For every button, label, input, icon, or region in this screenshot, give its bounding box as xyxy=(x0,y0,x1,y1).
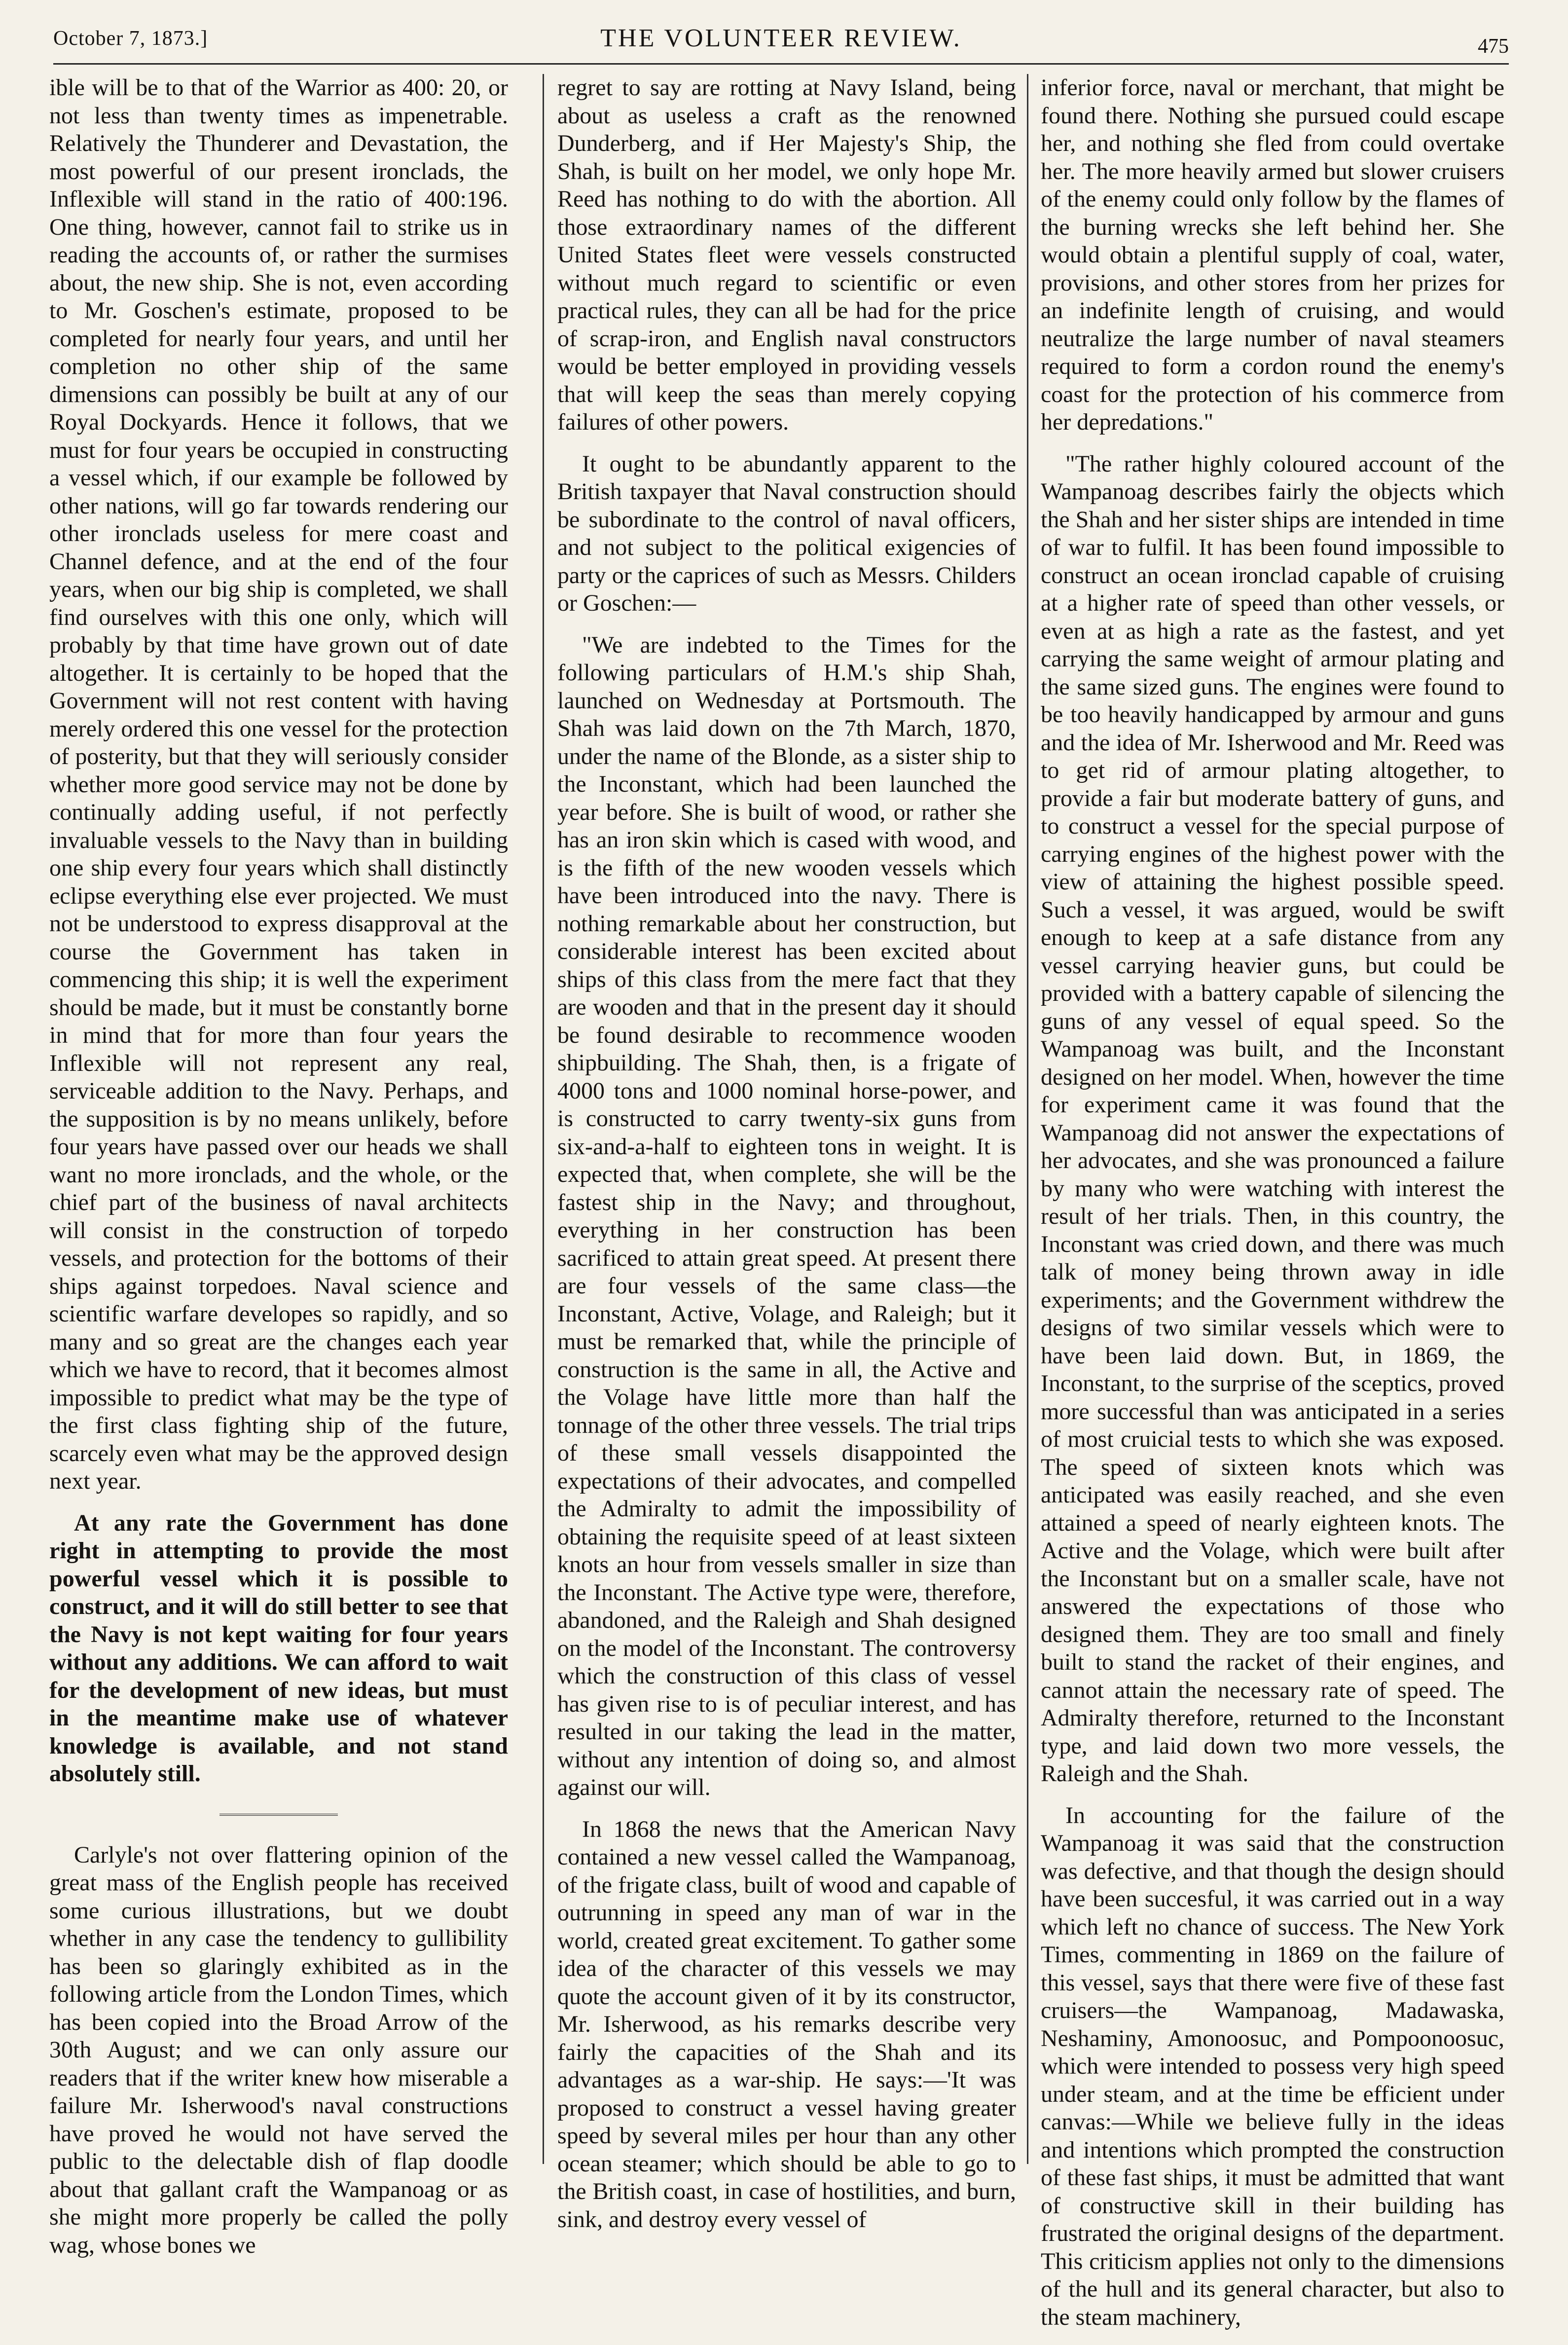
article-paragraph: "We are indebted to the Times for the following particulars of H.M.'s ship Shah, launched on Wednesday at Portsmouth. The Shah was laid down on the 7th March, 1870, under the name of the Blonde, as a sister ship to the Inconstant, which had been launched the year before. She is built of wood, or rather she has an iron skin which is cased with wood, and is the fifth of the new wooden vessels which have been introduced into the navy. There is nothing remarkable about her construction, but considerable interest has been excited about ships of this class from the mere fact that they are wooden and that in the present day it should be found desirable to recommence wooden shipbuilding. The Shah, then, is a frigate of 4000 tons and 1000 nominal horse-power, and is constructed to carry twenty-six guns from six-and-a-half to eighteen tons in weight. It is expected that, when complete, she will be the fastest ship in the Navy; and throughout, everything in her construction has been sacrificed to attain great speed. At present there are four vessels of the same class—the Inconstant, Active, Volage, and Raleigh; but it must be remarked that, while the principle of construction is the same in all, the Active and the Volage have little more than half the tonnage of the other three vessels. The trial trips of these small vessels disappointed the expectations of their advocates, and compelled the Admiralty to admit the impossibility of obtaining the requisite speed of at least sixteen knots an hour from vessels smaller in size than the Inconstant. The Active type were, therefore, abandoned, and the Raleigh and Shah designed on the model of the Inconstant. The controversy which the construction of this class of vessel has given rise to is of peculiar interest, and has resulted in our taking the lead in the matter, without any intention of doing so, and almost against our will. xyxy=(557,631,1016,1800)
publication-title: THE VOLUNTEER REVIEW. xyxy=(600,24,962,52)
issue-date: October 7, 1873.] xyxy=(53,27,208,50)
column-divider xyxy=(1027,74,1028,2164)
running-head xyxy=(53,20,1509,64)
article-paragraph: It ought to be abundantly apparent to the British taxpayer that Naval construction should be subordinate to the control of naval officers, and not subject to the political exigencies of party or the caprices of such as Messrs. Childers or Goschen:— xyxy=(557,450,1016,616)
article-paragraph: In accounting for the failure of the Wampanoag it was said that the construction was defective, and that though the design should have been succesful, it was carried out in a way which left no chance of success. The New York Times, commenting in 1869 on the failure of this vessel, says that there were five of these fast cruisers—the Wampanoag, Madawaska, Neshaminy, Amonoosuc, and Pompoonoosuc, which were intended to possess very high speed under steam, and at the time be efficient under canvas:—While we believe fully in the ideas and intentions which prompted the construction of these fast ships, it must be admitted that want of constructive skill in their building has frustrated the original designs of the department. This criticism applies not only to the dimensions of the hull and its general character, but also to the steam machinery, xyxy=(1041,1802,1504,2330)
page-number: 475 xyxy=(1478,35,1509,58)
article-paragraph: regret to say are rotting at Navy Island, being about as useless a craft as the renowned Dunderberg, and if Her Majesty's Ship, the Shah, is built on her model, we only hope Mr. Reed has nothing to do with the abortion. All those extraordinary names of the different United States fleet were vessels constructed without much regard to scientific or even practical rules, they can all be had for the price of scrap-iron, and English naval constructors would be better employed in providing vessels that will keep the seas than merely copying failures of other powers. xyxy=(557,74,1016,435)
article-paragraph: At any rate the Government has done right in attempting to provide the most powerful vessel which it is possible to construct, and it will do still better to see that the Navy is not kept waiting for four years without any additions. We can afford to wait for the development of new ideas, but must in the meantime make use of whatever knowledge is available, and not stand absolutely still. xyxy=(49,1509,508,1787)
article-paragraph: "The rather highly coloured account of the Wampanoag describes fairly the objects which the Shah and her sister ships are intended in time of war to fulfil. It has been found impossible to construct an ocean ironclad capable of cruising at a higher rate of speed than other vessels, or even at as high a rate as the fastest, and yet carrying the same weight of armour plating and the same sized guns. The engines were found to be too heavily handicapped by armour and guns and the idea of Mr. Isherwood and Mr. Reed was to get rid of armour plating altogether, to provide a fair but moderate battery of guns, and to construct a vessel for the special purpose of carrying engines of the highest power with the view of attaining the highest possible speed. Such a vessel, it was argued, would be swift enough to keep at a safe distance from any vessel carrying heavier guns, but could be provided with a battery capable of silencing the guns of any vessel of equal speed. So the Wampanoag was built, and the Inconstant designed on her model. When, however the time for experiment came it was found that the Wampanoag did not answer the expectations of her advocates, and she was pronounced a failure by many who were watching with interest the result of her trials. Then, in this country, the Inconstant was cried down, and there was much talk of money being thrown away in idle experiments; and the Government withdrew the designs of two similar vessels which were to have been laid down. But, in 1869, the Inconstant, to the surprise of the sceptics, proved more successful than was anticipated in a series of most cruicial tests to which she was exposed. The speed of sixteen knots which was anticipated was easily reached, and she even attained a speed of nearly eighteen knots. The Active and the Volage, which were built after the Inconstant but on a smaller scale, have not answered the expectations of those who designed them. They are too small and finely built to stand the racket of their engines, and cannot attain the necessary rate of speed. The Admiralty therefore, returned to the Inconstant type, and laid down two more vessels, the Raleigh and the Shah. xyxy=(1041,450,1504,1787)
column-divider xyxy=(543,74,544,2164)
column-3 xyxy=(1041,74,1504,2345)
article-paragraph: Carlyle's not over flattering opinion of the great mass of the English people has received some curious illustrations, but we doubt whether in any case the tendency to gullibility has been so glaringly exhibited as in the following article from the London Times, which has been copied into the Broad Arrow of the 30th August; and we can only assure our readers that if the writer knew how miserable a failure Mr. Isherwood's naval constructions have proved he would not have served the public to the delectable dish of flap doodle about that gallant craft the Wampanoag or as she might more properly be called the polly wag, whose bones we xyxy=(49,1841,508,2258)
article-paragraph: ible will be to that of the Warrior as 400: 20, or not less than twenty times as impenetrable. Relatively the Thunderer and Devastation, the most powerful of our present ironclads, the Inflexible will stand in the ratio of 400:196. One thing, however, cannot fail to strike us in reading the accounts of, or rather the surmises about, the new ship. She is not, even according to Mr. Goschen's estimate, proposed to be completed for nearly four years, and until her completion no other ship of the same dimensions can possibly be built at any of our Royal Dockyards. Hence it follows, that we must for four years be occupied in constructing a vessel which, if our example be followed by other nations, will go far towards rendering our other ironclads useless for mere coast and Channel defence, and at the end of the four years, when our big ship is completed, we shall find ourselves with this one only, which will probably by that time have grown out of date altogether. It is certainly to be hoped that the Government will not rest content with having merely ordered this one vessel for the protection of posterity, but that they will seriously consider whether more good service may not be done by continually adding useful, if not perfectly invaluable vessels to the Navy than in building one ship every four years which shall distinctly eclipse everything else ever projected. We must not be understood to express disapproval at the course the Government has taken in commencing this ship; it is well the experiment should be made, but it must be constantly borne in mind that for more than four years the Inflexible will not represent any real, serviceable addition to the Navy. Perhaps, and the supposition is by no means unlikely, before four years have passed over our heads we shall want no more ironclads, and the whole, or the chief part of the business of naval architects will consist in the construction of torpedo vessels, and protection for the bottoms of their ships against torpedoes. Naval science and scientific warfare developes so rapidly, and so many and so great are the changes each year which we have to record, that it becomes almost impossible to predict what may be the type of the first class fighting ship of the future, scarcely even what may be the approved design next year. xyxy=(49,74,508,1494)
column-2 xyxy=(557,74,1016,2247)
column-1 xyxy=(49,74,508,2273)
article-paragraph: inferior force, naval or merchant, that might be found there. Nothing she pursued could escape her, and nothing she fled from could overtake her. The more heavily armed but slower cruisers of the enemy could only follow by the flames of the burning wrecks she left behind her. She would obtain a plentiful supply of coal, water, provisions, and other stores from her prizes for an indefinite length of cruising, and would neutralize the large number of naval steamers required to form a cordon round the enemy's coast for the protection of his commerce from her depredations." xyxy=(1041,74,1504,435)
header-rule xyxy=(53,63,1509,65)
article-paragraph: In 1868 the news that the American Navy contained a new vessel called the Wampanoag, of the frigate class, built of wood and capable of outrunning in speed any man of war in the world, created great excitement. To gather some idea of the character of this vessels we may quote the account given of it by its constructor, Mr. Isherwood, as his remarks describe very fairly the capacities of the Shah and its advantages as a war-ship. He says:—'It was proposed to construct a vessel having greater speed by several miles per hour than any other ocean steamer; which should be able to go to the British coast, in case of hostilities, and burn, sink, and destroy every vessel of xyxy=(557,1816,1016,2233)
section-separator xyxy=(219,1814,338,1818)
